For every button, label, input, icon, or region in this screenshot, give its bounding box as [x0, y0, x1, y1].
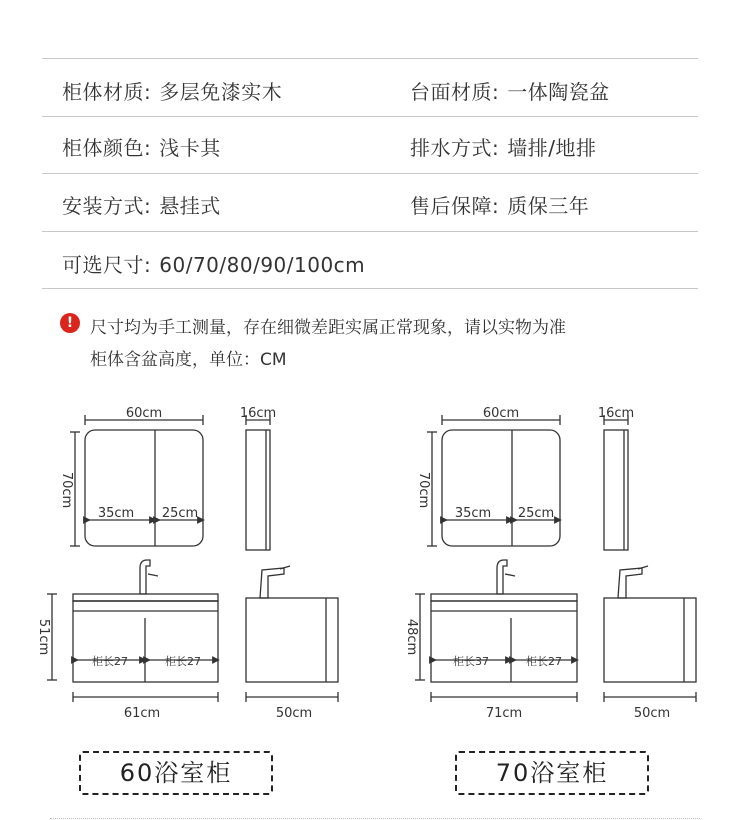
mirror-cabinet-front	[85, 430, 203, 546]
spec-value: 悬挂式	[159, 194, 221, 218]
labels-60	[36, 406, 312, 721]
door-right-label: 柜长27	[526, 655, 562, 668]
note-line-1: 尺寸均为手工测量，存在细微差距实属正常现象，请以实物为准	[90, 318, 566, 338]
spec-label: 排水方式:	[410, 136, 500, 160]
cabinet-depth-label: 50cm	[633, 706, 671, 721]
spec-label: 台面材质:	[410, 80, 500, 104]
model-label-70: 70浴室柜	[455, 751, 649, 795]
mirror-depth-label: 16cm	[597, 406, 635, 421]
spec-value: 60/70/80/90/100cm	[159, 253, 366, 277]
model-label-60: 60浴室柜	[79, 751, 273, 795]
mirror-left-label: 35cm	[97, 506, 135, 521]
spec-value: 浅卡其	[159, 136, 221, 160]
mirror-depth-label: 16cm	[239, 406, 277, 421]
door-left-label: 柜长37	[453, 655, 489, 668]
door-left-label: 柜长27	[92, 655, 128, 668]
spec-label: 柜体材质:	[62, 80, 152, 104]
spec-label: 售后保障:	[410, 194, 500, 218]
mirror-height-label: 70cm	[59, 471, 74, 509]
labels-70	[404, 406, 670, 721]
spec-value: 多层免漆实木	[159, 80, 283, 104]
bottom-divider	[50, 818, 700, 819]
spec-label: 可选尺寸:	[62, 253, 152, 277]
note-line-2: 柜体含盆高度，单位：CM	[90, 350, 287, 370]
cabinet-height-label: 48cm	[404, 618, 419, 656]
mirror-width-label: 60cm	[482, 406, 520, 421]
spec-label: 柜体颜色:	[62, 136, 152, 160]
vanity-side	[246, 598, 338, 682]
mirror-cabinet-front	[442, 430, 560, 546]
mirror-right-label: 25cm	[161, 506, 199, 521]
mirror-height-label: 70cm	[416, 471, 431, 509]
mirror-left-label: 35cm	[454, 506, 492, 521]
spec-value: 质保三年	[507, 194, 590, 218]
countertop	[73, 594, 218, 601]
countertop	[431, 594, 577, 601]
cabinet-width-label: 61cm	[123, 706, 161, 721]
spec-value: 墙排/地排	[507, 136, 597, 160]
vanity-side	[604, 598, 696, 682]
warning-icon: !	[60, 313, 80, 333]
mirror-right-label: 25cm	[517, 506, 555, 521]
spec-value: 一体陶瓷盆	[507, 80, 610, 104]
spec-label: 安装方式:	[62, 194, 152, 218]
vanity-cabinet	[431, 601, 577, 682]
cabinet-depth-label: 50cm	[275, 706, 313, 721]
door-right-label: 柜长27	[165, 655, 201, 668]
mirror-width-label: 60cm	[125, 406, 163, 421]
cabinet-width-label: 71cm	[485, 706, 523, 721]
cabinet-height-label: 51cm	[36, 618, 51, 656]
